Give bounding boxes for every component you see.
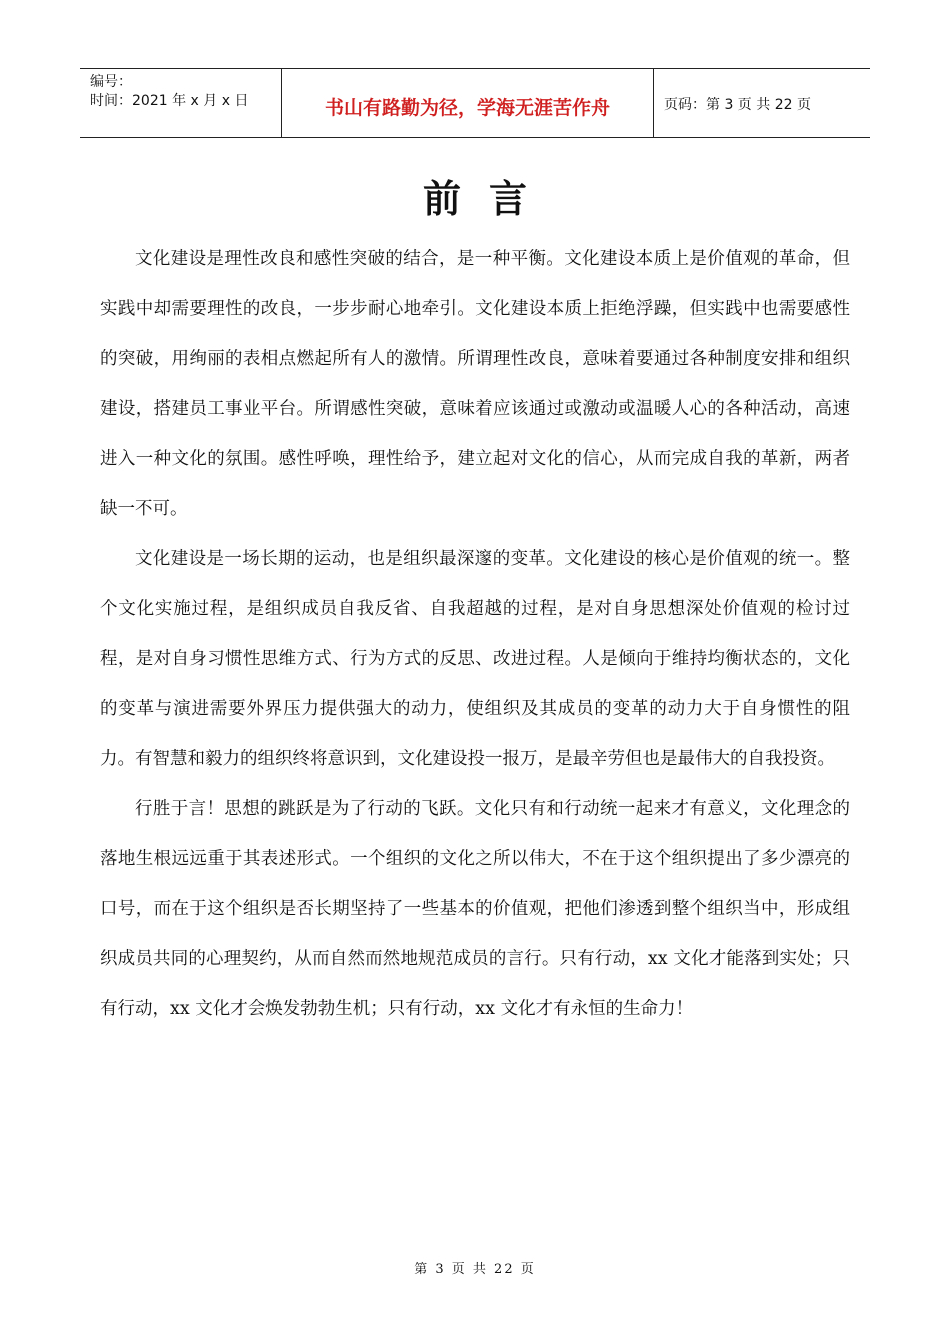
header-page-info: 页码：第 3 页 共 22 页 [664, 97, 811, 113]
header-motto: 书山有路勤为径，学海无涯苦作舟 [282, 69, 654, 137]
paragraph: 文化建设是理性改良和感性突破的结合，是一种平衡。文化建设本质上是价值观的革命，但实践中却需要理性的改良，一步步耐心地牵引。文化建设本质上拒绝浮躁，但实践中也需要感性的突破，用绚丽的表相点燃起所有人的激情。所谓理性改良，意味着要通过各种制度安排和组织建设，搭建员工事业平台。所谓感性突破，意味着应该通过或激动或温暖人心的各种活动，高速进入一种文化的氛围。感性呼唤，理性给予，建立起对文化的信心，从而完成自我的革新，两者缺一不可。 [100, 249, 850, 519]
header-meta [80, 69, 282, 137]
time-label: 时间：2021 年 x 月 x 日 [90, 93, 249, 109]
paragraph: 文化建设是一场长期的运动，也是组织最深邃的变革。文化建设的核心是价值观的统一。整个文化实施过程，是组织成员自我反省、自我超越的过程，是对自身思想深处价值观的检讨过程，是对自身习惯性思维方式、行为方式的反思、改进过程。人是倾向于维持均衡状态的，文化的变革与演进需要外界压力提供强大的动力，使组织及其成员的变革的动力大于自身惯性的阻力。有智慧和毅力的组织终将意识到，文化建设投一报万，是最辛劳但也是最伟大的自我投资。 [100, 549, 850, 769]
document-title: 前言 [422, 177, 555, 221]
document-body [100, 234, 850, 1034]
code-label: 编号： [90, 74, 132, 90]
page-header [80, 68, 870, 138]
page-footer: 第 3 页 共 22 页 [414, 1262, 536, 1277]
paragraph: 行胜于言！思想的跳跃是为了行动的飞跃。文化只有和行动统一起来才有意义，文化理念的落地生根远远重于其表述形式。一个组织的文化之所以伟大，不在于这个组织提出了多少漂亮的口号，而在于这个组织是否长期坚持了一些基本的价值观，把他们渗透到整个组织当中，形成组织成员共同的心理契约，从而自然而然地规范成员的言行。只有行动，xx 文化才能落到实处；只有行动，xx 文化才会焕发勃勃生机；只有行动，xx 文化才有永恒的生命力！ [100, 799, 850, 1019]
